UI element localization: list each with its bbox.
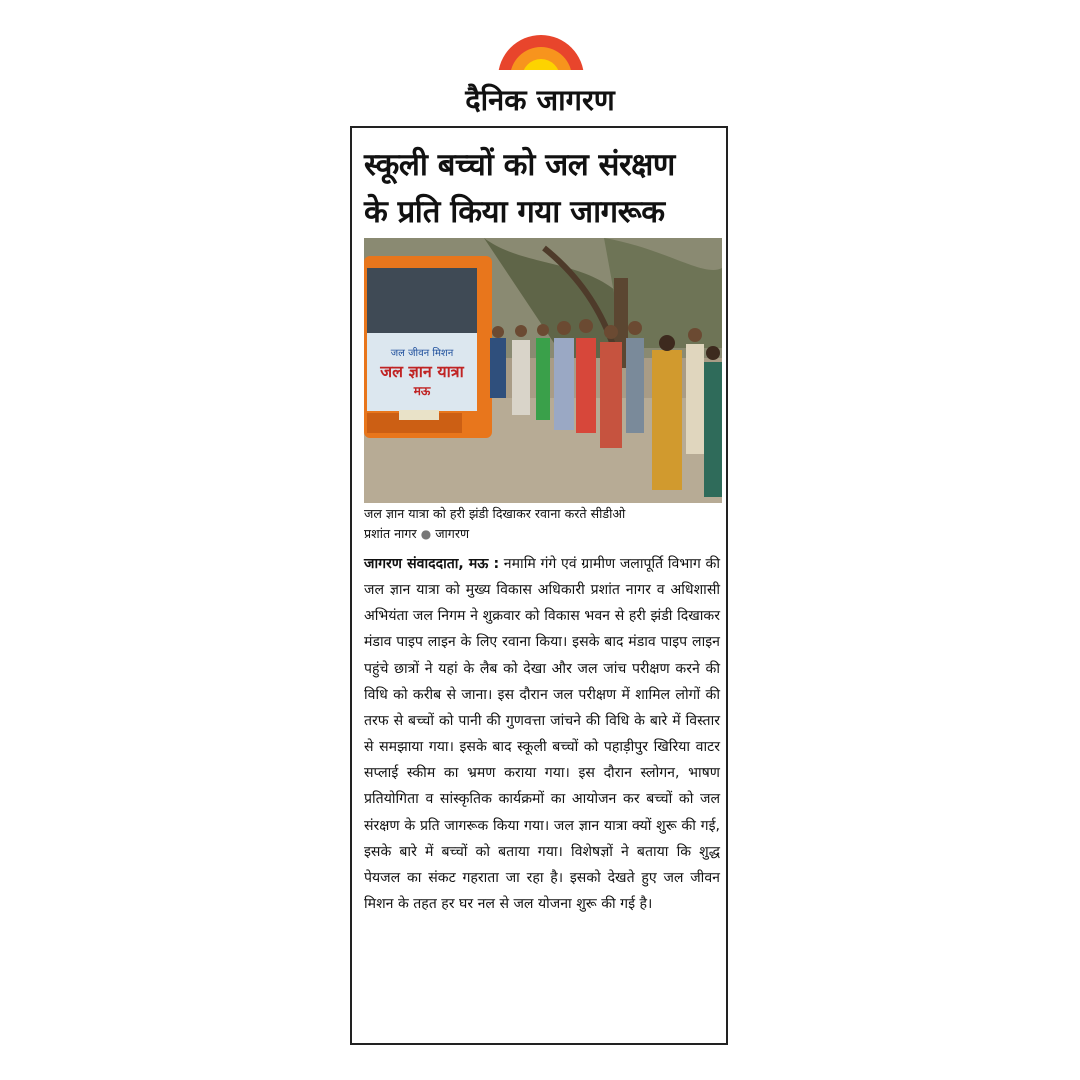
headline	[364, 142, 720, 236]
article-text: नमामि गंगे एवं ग्रामीण जलापूर्ति विभाग की जल ज्ञान यात्रा को मुख्य विकास अधिकारी प्रशांत नागर व अधिशासी अभियंता जल निगम ने शुक्रवार को विकास भवन से हरी झंडी दिखाकर मंडाव पाइप लाइन के लिए रवाना किया। इसके बाद मंडाव पाइप लाइन पहुंचे छात्रों ने यहां के लैब को देखा और जल जांच परीक्षण करने की विधि को करीब से जाना। इस दौरान जल परीक्षण में शामिल लोगों की तरफ से बच्चों को पानी की गुणवत्ता जांचने की विधि के बारे में विस्तार से समझाया गया। इसके बाद स्कूली बच्चों को पहाड़ीपुर खिरिया वाटर सप्लाई स्कीम का भ्रमण कराया गया। इस दौरान स्लोगन, भाषण प्रतियोगिता व सांस्कृतिक कार्यक्रमों का आयोजन कर बच्चों को जल संरक्षण के प्रति जागरूक किया गया। जल ज्ञान यात्रा क्यों शुरू की गई, इसके बारे में बच्चों को बताया गया। विशेषज्ञों ने बताया कि शुद्ध पेयजल का संकट गहराता जा रहा है। इसको देखते हुए जल जीवन मिशन के तहत हर घर नल से जल योजना शुरू की गई है।	[364, 556, 721, 913]
caption-line-1: जल ज्ञान यात्रा को हरी झंडी दिखाकर रवाना करते सीडीओ	[364, 506, 626, 521]
photo-caption	[364, 504, 720, 544]
news-photo	[364, 238, 722, 503]
caption-line-2	[364, 524, 720, 544]
article-body	[364, 551, 720, 917]
sunrise-logo-icon	[496, 26, 586, 80]
caption-name: प्रशांत नागर	[364, 526, 417, 541]
bus-sign-line-3: मऊ	[413, 384, 431, 398]
headline-line-1: स्कूली बच्चों को जल संरक्षण	[364, 147, 675, 183]
caption-credit: जागरण	[435, 526, 470, 541]
photo-illustration	[364, 238, 722, 503]
bullet-icon: ●	[420, 527, 432, 541]
news-clipping	[350, 126, 728, 1045]
bus-sign-line-2: जल ज्ञान यात्रा	[380, 362, 464, 381]
newspaper-name: दैनिक जागरण	[465, 83, 615, 117]
bus-sign-line-1: जल जीवन मिशन	[390, 348, 454, 359]
masthead	[0, 18, 1080, 118]
headline-line-2: के प्रति किया गया जागरूक	[364, 194, 665, 230]
byline: जागरण संवाददाता, मऊ :	[364, 556, 500, 572]
